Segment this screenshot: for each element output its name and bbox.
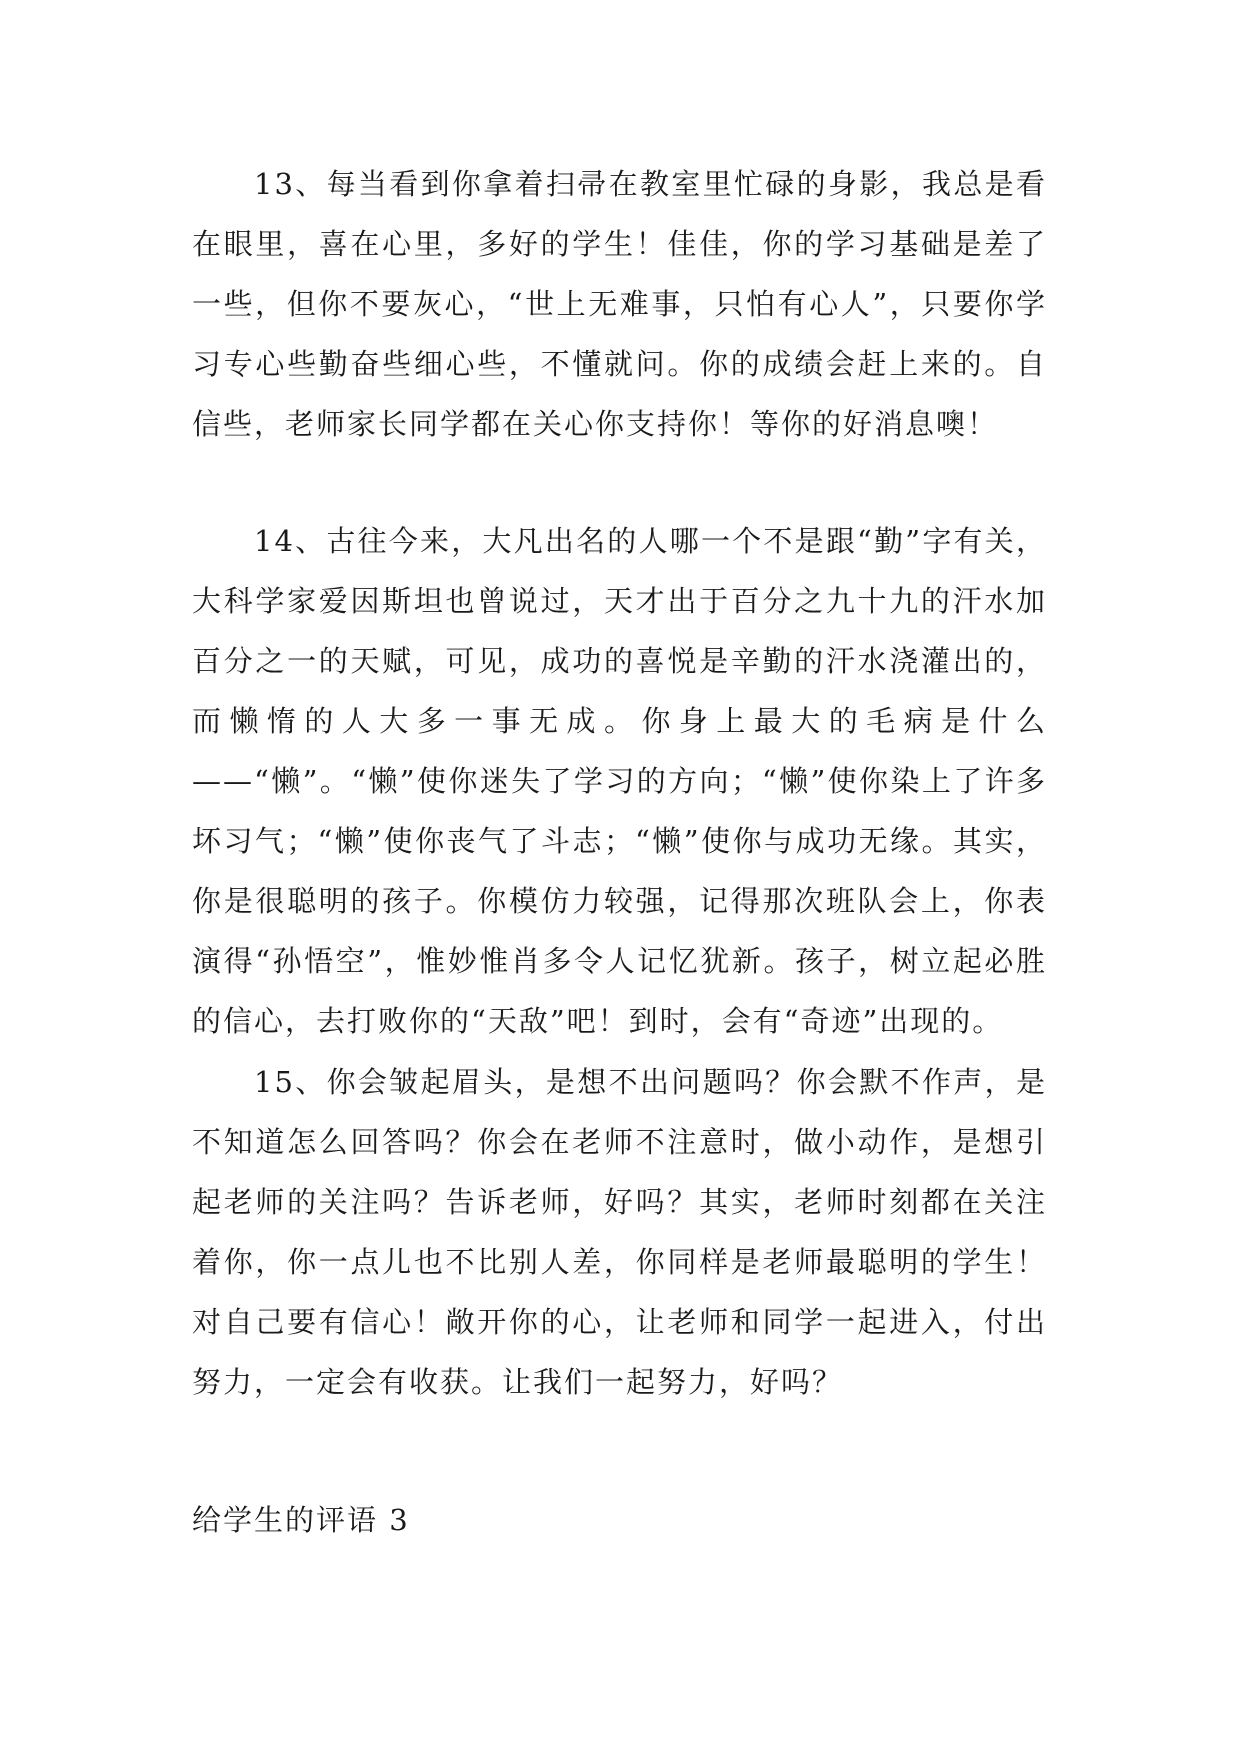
paragraph-text: 14、古往今来，大凡出名的人哪一个不是跟“勤”字有关，大科学家爱因斯坦也曾说过，天才出于百分之九十九的汗水加百分之一的天赋，可见，成功的喜悦是辛勤的汗水浇灌出的，而懒惰的人大多一事无成。你身上最大的毛病是什么——“懒”。“懒”使你迷失了学习的方向；“懒”使你染上了许多坏习气；“懒”使你丧气了斗志；“懒”使你与成功无缘。其实，你是很聪明的孩子。你模仿力较强，记得那次班队会上，你表演得“孙悟空”，惟妙惟肖多令人记忆犹新。孩子，树立起必胜的信心，去打败你的“天敌”吧！到时，会有“奇迹”出现的。 (192, 524, 1047, 1038)
comment-paragraph-14 (192, 511, 1047, 1051)
paragraph-text: 13、每当看到你拿着扫帚在教室里忙碌的身影，我总是看在眼里，喜在心里，多好的学生！佳佳，你的学习基础是差了一些，但你不要灰心，“世上无难事，只怕有心人”，只要你学习专心些勤奋些细心些，不懂就问。你的成绩会赶上来的。自信些，老师家长同学都在关心你支持你！等你的好消息噢！ (192, 167, 1047, 441)
section-heading: 给学生的评语 3 (192, 1503, 410, 1537)
comment-paragraph-15 (192, 1052, 1047, 1412)
paragraph-text: 15、你会皱起眉头，是想不出问题吗？你会默不作声，是不知道怎么回答吗？你会在老师不注意时，做小动作，是想引起老师的关注吗？告诉老师，好吗？其实，老师时刻都在关注着你，你一点儿也不比别人差，你同样是老师最聪明的学生！对自己要有信心！敞开你的心，让老师和同学一起进入，付出努力，一定会有收获。让我们一起努力，好吗？ (192, 1065, 1047, 1399)
comment-paragraph-13 (192, 154, 1047, 454)
